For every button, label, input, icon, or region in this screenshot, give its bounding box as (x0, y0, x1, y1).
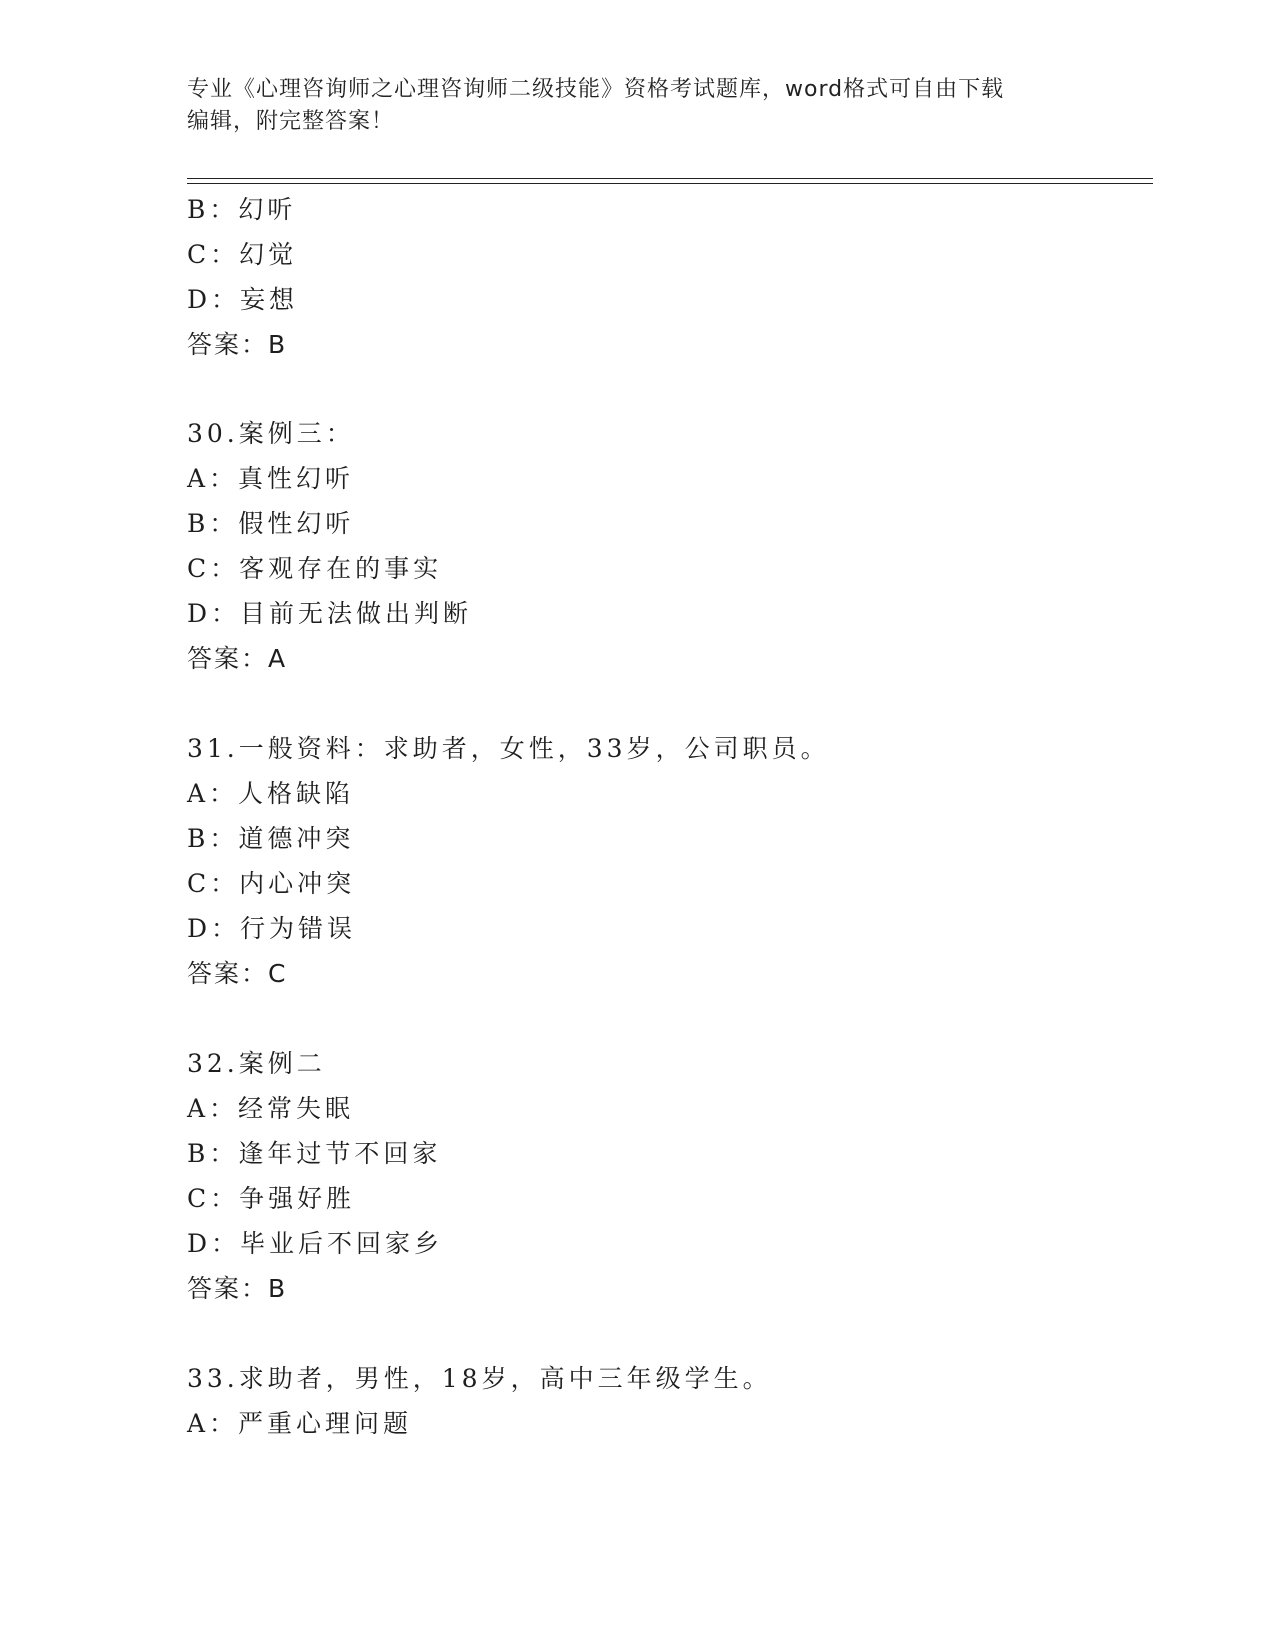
answer: 答案：B (187, 1274, 288, 1303)
document-header (187, 74, 1087, 138)
answer: 答案：A (187, 644, 288, 673)
header-line-2: 编辑，附完整答案！ (187, 109, 395, 134)
option-b: B：幻听 (187, 195, 297, 224)
option-d: D：行为错误 (187, 914, 357, 943)
option-b: B：假性幻听 (187, 509, 355, 538)
question-stem: 33.求助者，男性，18岁，高中三年级学生。 (187, 1364, 772, 1393)
header-rule-bottom (187, 183, 1153, 184)
question-stem: 32.案例二 (187, 1049, 326, 1078)
answer: 答案：C (187, 959, 288, 988)
option-d: D：毕业后不回家乡 (187, 1229, 444, 1258)
option-c: C：争强好胜 (187, 1184, 356, 1213)
option-a: A：人格缺陷 (187, 779, 355, 808)
option-a: A：经常失眠 (187, 1094, 355, 1123)
option-b: B：道德冲突 (187, 824, 355, 853)
option-a: A：严重心理问题 (187, 1409, 413, 1438)
option-c: C：幻觉 (187, 240, 298, 269)
question-stem: 30.案例三： (187, 419, 355, 448)
option-d: D：目前无法做出判断 (187, 599, 473, 628)
option-d: D：妄想 (187, 285, 299, 314)
option-b: B：逢年过节不回家 (187, 1139, 442, 1168)
option-c: C：客观存在的事实 (187, 554, 443, 583)
header-line-1: 专业《心理咨询师之心理咨询师二级技能》资格考试题库，word格式可自由下载 (187, 77, 1005, 102)
header-rule-top (187, 178, 1153, 179)
option-c: C：内心冲突 (187, 869, 356, 898)
option-a: A：真性幻听 (187, 464, 355, 493)
question-stem: 31.一般资料：求助者，女性，33岁，公司职员。 (187, 734, 830, 763)
answer: 答案：B (187, 330, 288, 359)
